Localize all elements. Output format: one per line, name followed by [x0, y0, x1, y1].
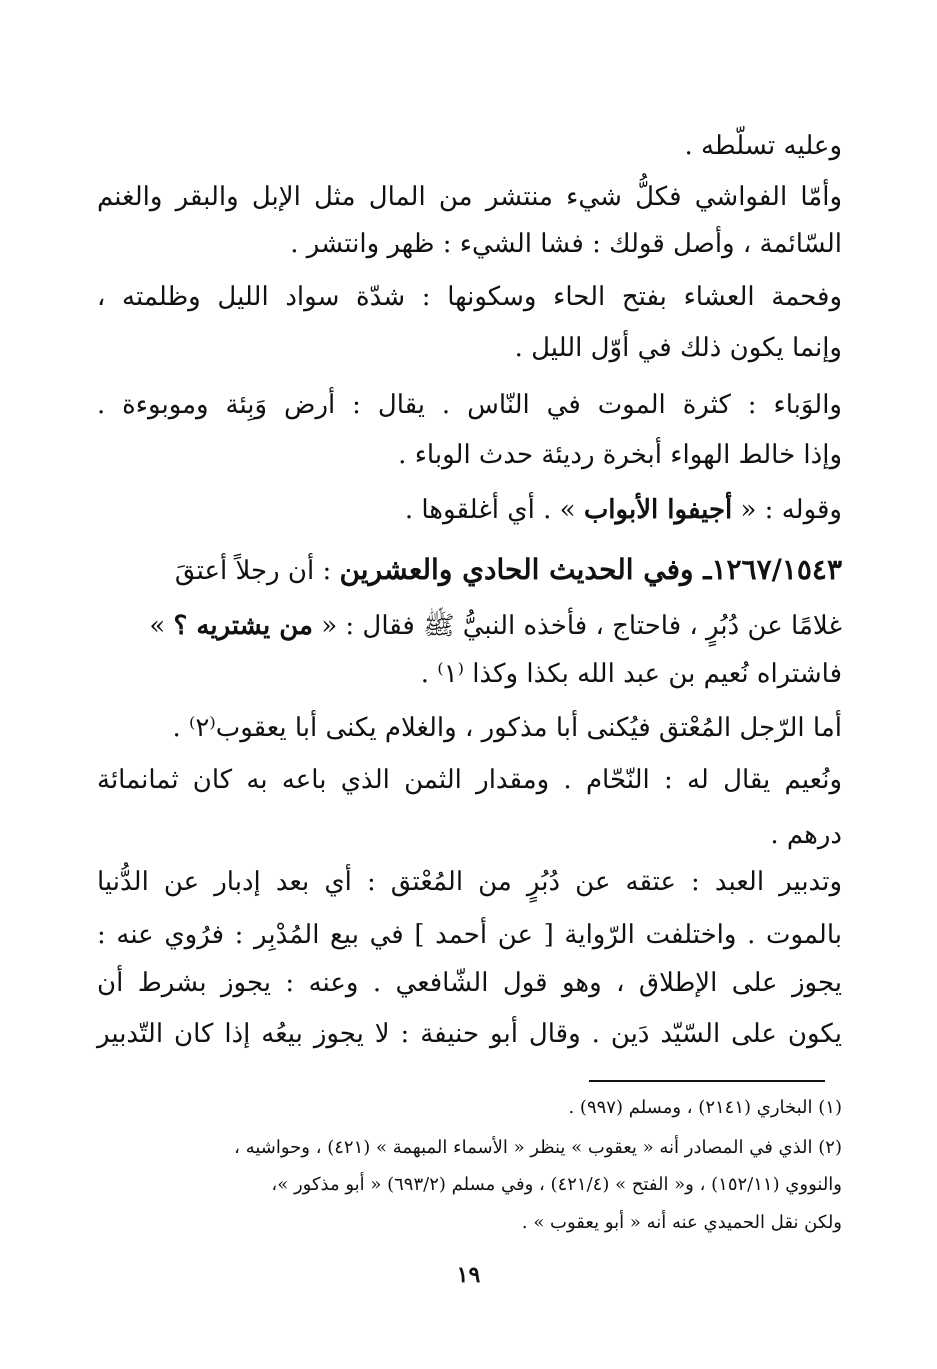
line-segment: »	[149, 611, 174, 641]
text-line: والوَباء : كثرة الموت في النّاس . يقال : أرض وَبِئة وموبوءة .	[97, 390, 842, 420]
text-line: وإنما يكون ذلك في أوّل الليل .	[514, 333, 842, 363]
line-segment: غلامًا عن دُبُرٍ ، فاحتاج ، فأخذه النبيُّ ﷺ فقال : «	[312, 611, 842, 641]
text-line-with-quote	[97, 606, 842, 646]
footnote-separator	[589, 1080, 825, 1082]
text-line: وفحمة العشاء بفتح الحاء وسكونها : شدّة سواد الليل وظلمته ،	[97, 282, 842, 312]
text-line: وعليه تسلّطه .	[684, 131, 842, 161]
text-line: يجوز على الإطلاق ، وهو قول الشّافعي . وعنه : يجوز بشرط أن	[97, 968, 842, 998]
footnote-line: ولكن نقل الحميدي عنه أنه « أبو يعقوب » .	[521, 1212, 842, 1233]
footnote-line: (٢) الذي في المصادر أنه « يعقوب » ينظر « الأسماء المبهمة » (٤٢١) ، وحواشيه ،	[234, 1137, 842, 1158]
line-segment: » . أي أغلقوها .	[404, 495, 584, 525]
line-segment: وقوله : «	[732, 495, 842, 525]
page-number: ١٩	[456, 1262, 481, 1288]
text-line: وتدبير العبد : عتقه عن دُبُرٍ من المُعْتق : أي بعد إدبار عن الدُّنيا	[97, 867, 842, 897]
text-line: السّائمة ، وأصل قولك : فشا الشيء : ظهر وانتشر .	[290, 229, 842, 259]
text-line: فاشتراه نُعيم بن عبد الله بكذا وكذا ⁽١⁾ .	[420, 659, 842, 689]
text-line: وإذا خالط الهواء أبخرة رديئة حدث الوباء .	[398, 440, 842, 470]
quoted-phrase: أجيفوا الأبواب	[583, 495, 733, 525]
hadith-heading-line	[97, 550, 842, 590]
text-line: وأمّا الفواشي فكلُّ شيء منتشر من المال مثل الإبل والبقر والغنم	[97, 182, 842, 212]
hadith-heading: ١٢٦٧/١٥٤٣ـ وفي الحديث الحادي والعشرين	[339, 553, 842, 586]
line-segment: : أن رجلاً أعتقَ	[174, 556, 340, 586]
text-line: درهم .	[770, 820, 842, 850]
text-line: بالموت . واختلفت الرّواية [ عن أحمد ] في بيع المُدْبِر : فرُوي عنه :	[97, 920, 842, 950]
text-line: أما الرّجل المُعْتق فيُكنى أبا مذكور ، والغلام يكنى أبا يعقوب⁽٢⁾ .	[172, 713, 842, 743]
text-line: ونُعيم يقال له : النّحّام . ومقدار الثمن الذي باعه به كان ثمانمائة	[97, 765, 842, 795]
text-line-with-quote	[97, 490, 842, 530]
footnote-line: (١) البخاري (٢١٤١) ، ومسلم (٩٩٧) .	[568, 1097, 842, 1118]
footnote-line: والنووي (١٥٢/١١) ، و« الفتح » (٤٢١/٤) ، وفي مسلم (٦٩٣/٢) « أبو مذكور »،	[271, 1174, 842, 1195]
quoted-phrase: من يشتريه ؟	[173, 611, 313, 641]
text-line: يكون على السّيّد دَين . وقال أبو حنيفة : لا يجوز بيعُه إذا كان التّدبير	[97, 1019, 842, 1049]
